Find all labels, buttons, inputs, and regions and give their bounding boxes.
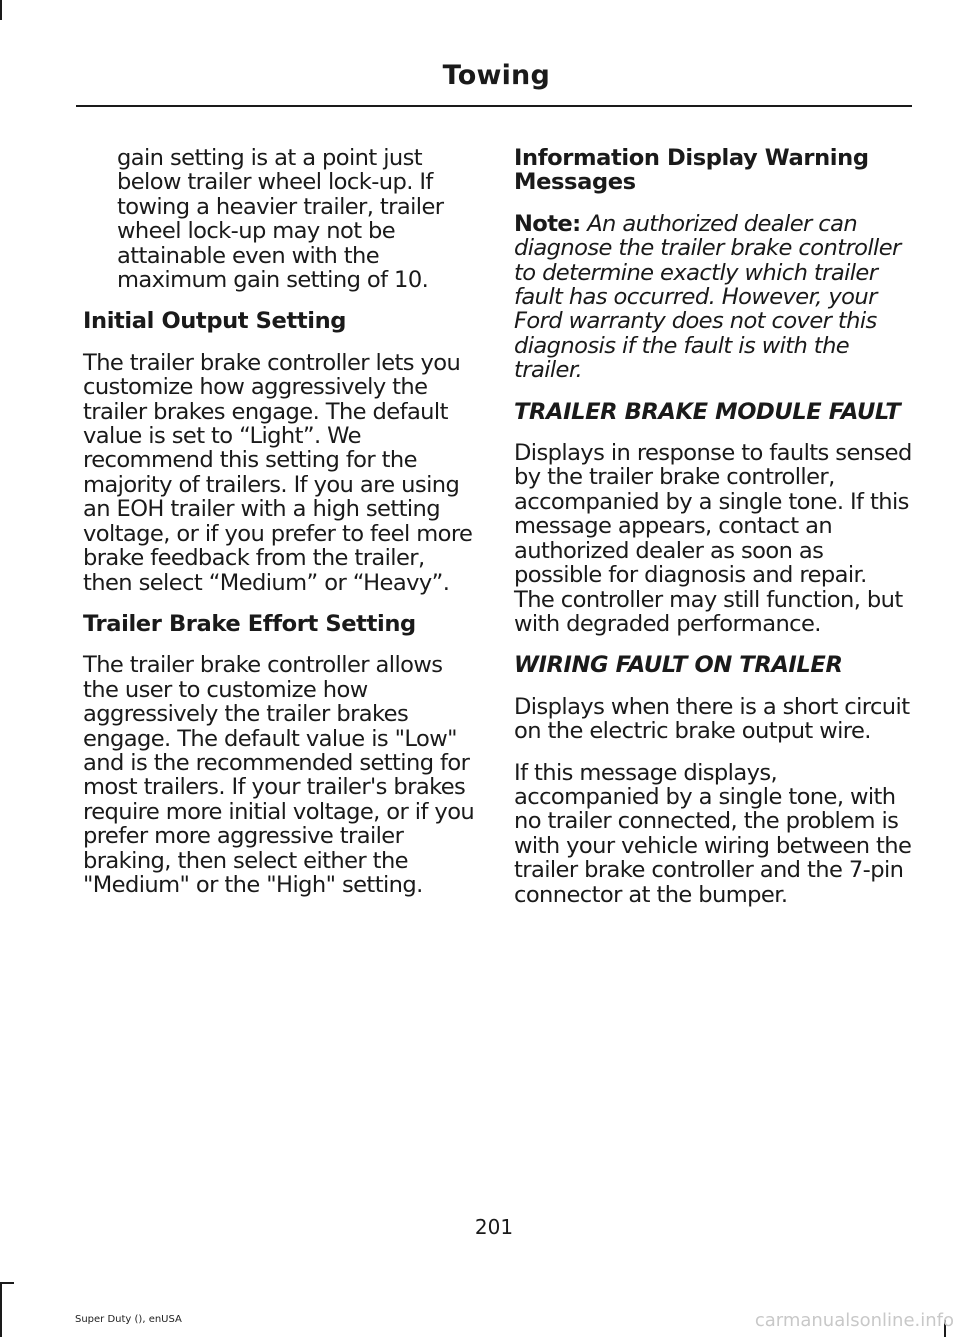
crop-mark-top-left xyxy=(0,0,2,20)
wiring-fault-heading: WIRING FAULT ON TRAILER xyxy=(514,652,843,679)
note-text: An authorized dealer can diagnose the trailer brake controller to determine exactly which trailer fault has occurred. However, your Ford warranty does not cover this diagnosis if the fault is with the trailer. xyxy=(514,210,901,384)
module-fault-heading: TRAILER BRAKE MODULE FAULT xyxy=(514,398,901,425)
wiring-fault-body-1: Displays when there is a short circuit on the electric brake output wire. xyxy=(514,693,910,745)
crop-mark-bottom-left xyxy=(0,1282,2,1337)
edition-label: Super Duty (), enUSA xyxy=(75,1314,182,1325)
left-column xyxy=(83,146,479,914)
note-paragraph xyxy=(514,212,912,383)
initial-output-body: The trailer brake controller lets you customize how aggressively the trailer brakes engage. The default value is set to “Light”. We recommend this setting for the majority of trailers. If you are using an EOH trailer with a high setting voltage, or if you prefer to feel more brake feedback from the trailer, then select “Medium” or “Heavy”. xyxy=(83,349,473,596)
initial-output-heading: Initial Output Setting xyxy=(83,308,347,335)
watermark: carmanualsonline.info xyxy=(754,1310,954,1331)
brake-effort-heading: Trailer Brake Effort Setting xyxy=(83,610,416,637)
brake-effort-body: The trailer brake controller allows the user to customize how aggressively the trailer brakes engage. The default value is "Low" and is the recommended setting for most trailers. If your trailer's brakes require more initial voltage, or if you prefer more aggressive trailer braking, then select either the "Medium" or the "High" setting. xyxy=(83,652,475,898)
page-title: Towing xyxy=(442,60,550,91)
warning-messages-heading: Information Display Warning Messages xyxy=(514,145,869,196)
module-fault-body: Displays in response to faults sensed by the trailer brake controller, accompanied by a single tone. If this message appears, contact an authorized dealer as soon as possible for diagnosis and repair. The controller may still function, but with degraded performance. xyxy=(514,440,912,637)
note-label: Note: xyxy=(514,210,581,237)
header-rule xyxy=(76,105,912,107)
crop-mark-bottom-left-tick xyxy=(0,1282,14,1284)
wiring-fault-body-2: If this message displays, accompanied by a single tone, with no trailer connected, the problem is with your vehicle wiring between the trailer brake controller and the 7-pin connector at the bumper. xyxy=(514,759,912,908)
page-number: 201 xyxy=(474,1215,514,1239)
continued-paragraph: gain setting is at a point just below trailer wheel lock-up. If towing a heavier trailer, trailer wheel lock-up may not be attainable even with the maximum gain setting of 10. xyxy=(117,145,444,294)
right-column xyxy=(514,146,912,924)
